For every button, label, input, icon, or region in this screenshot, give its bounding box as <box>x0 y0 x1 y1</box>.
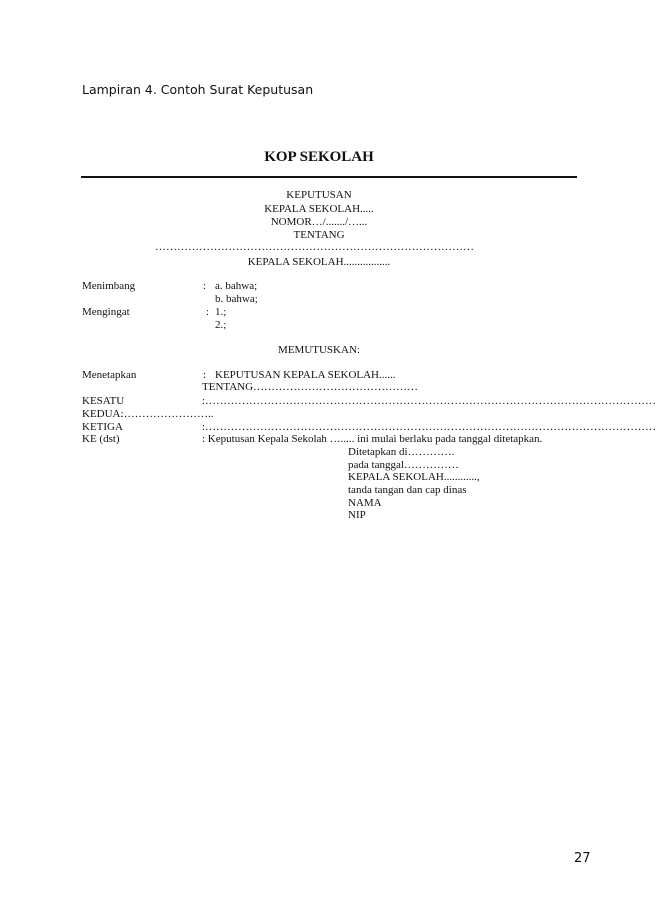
signature-and-stamp: tanda tangan dan cap dinas <box>348 484 467 496</box>
signatory-nip: NIP <box>348 509 366 521</box>
signatory-name: NAMA <box>348 497 382 509</box>
ke-dst-label: KE (dst) <box>82 433 120 445</box>
ketiga-label: KETIGA <box>82 421 123 433</box>
menetapkan-colon: : <box>203 369 207 381</box>
mengingat-item-2: 2.; <box>215 319 227 331</box>
mengingat-colon: : <box>206 306 210 318</box>
heading-kepala-sekolah: KEPALA SEKOLAH..... <box>264 203 374 215</box>
ketiga-value: :…………………………………………………………………………………………………………… <box>202 421 656 433</box>
mengingat-item-1: 1.; <box>215 306 227 318</box>
appendix-caption: Lampiran 4. Contoh Surat Keputusan <box>82 82 314 97</box>
kesatu-value: :…………………………………………………………………………………………………………… <box>202 395 656 407</box>
menetapkan-label: Menetapkan <box>82 369 137 381</box>
heading-subject-dots: …………………………………………………………………………… <box>155 241 474 253</box>
heading-keputusan: KEPUTUSAN <box>286 189 352 201</box>
memutuskan-heading: MEMUTUSKAN: <box>278 344 360 356</box>
letterhead-rule <box>81 176 577 178</box>
menetapkan-tentang: TENTANG……………………………………… <box>202 381 419 393</box>
menimbang-label: Menimbang <box>82 280 136 292</box>
menimbang-item-b: b. bahwa; <box>215 293 258 305</box>
ditetapkan-di: Ditetapkan di…………. <box>348 446 455 458</box>
menimbang-colon: : <box>203 280 207 292</box>
page-number: 27 <box>574 851 591 866</box>
mengingat-label: Mengingat <box>82 306 130 318</box>
menimbang-item-a: a. bahwa; <box>215 280 258 292</box>
ke-dst-value: : Keputusan Kepala Sekolah …..... ini mulai berlaku pada tanggal ditetapkan. <box>202 433 543 445</box>
menetapkan-value: KEPUTUSAN KEPALA SEKOLAH...... <box>215 369 396 381</box>
heading-nomor: NOMOR…/......./…... <box>270 216 368 228</box>
signatory-title: KEPALA SEKOLAH............, <box>348 471 480 483</box>
kop-sekolah-title: KOP SEKOLAH <box>264 149 374 165</box>
heading-kepala-sekolah-line: KEPALA SEKOLAH................. <box>247 256 391 268</box>
pada-tanggal: pada tanggal…………… <box>348 459 459 471</box>
heading-tentang: TENTANG <box>293 229 345 241</box>
kesatu-label: KESATU <box>82 395 125 407</box>
kedua-label: KEDUA: <box>82 408 124 420</box>
kedua-value: …………………….. <box>120 408 214 420</box>
